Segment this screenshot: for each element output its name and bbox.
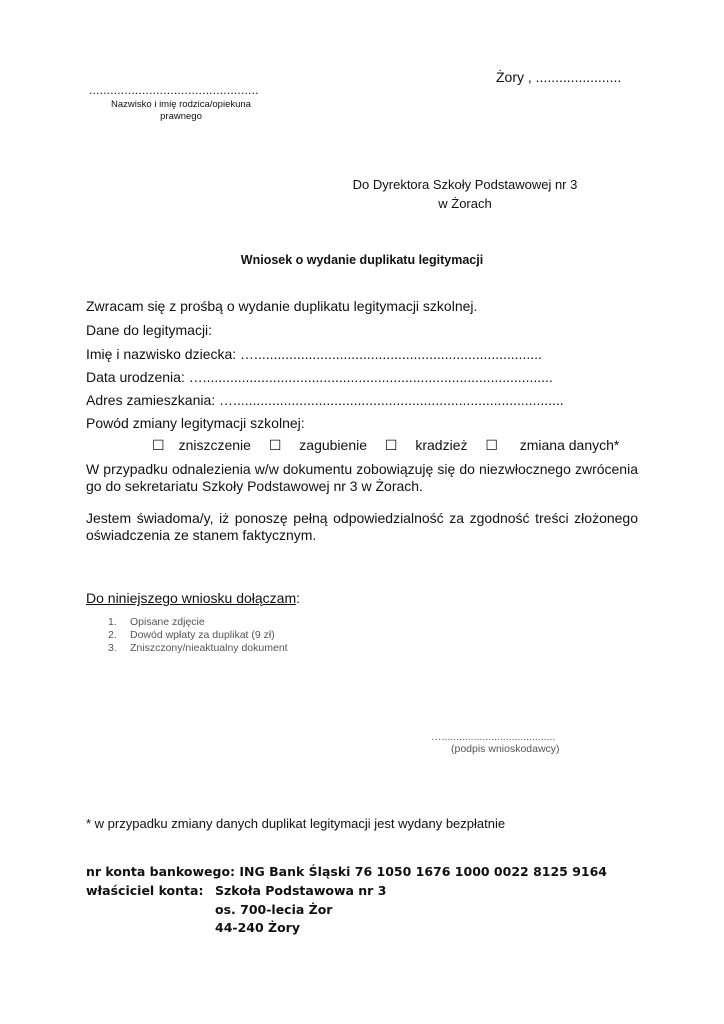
data-heading: Dane do legitymacji: [86,322,213,338]
reason-option-theft[interactable]: ☐ kradzież [384,437,468,453]
found-notice-paragraph: W przypadku odnalezienia w/w dokumentu zobowiązuję się do niezwłocznego zwrócenia go do sekretariatu Szkoły Podstawowej nr 3 w Żorach. [86,461,638,494]
attachments-heading: Do niniejszego wniosku dołączam: [86,590,300,606]
signature-caption: (podpis wnioskodawcy) [451,743,560,755]
reason-option-data-change[interactable]: ☐ zmiana danych* [485,437,620,453]
birth-date-field: Data urodzenia: ….......................................................................................... [86,369,553,385]
account-owner-street: os. 700-lecia Żor [215,902,333,917]
account-owner-label: właściciel konta: [86,883,204,898]
declaration-paragraph: Jestem świadoma/y, iż ponoszę pełną odpowiedzialność za zgodność treści złożonego oświadczenia ze stanem faktycznym. [86,510,638,543]
bank-account-line: nr konta bankowego: ING Bank Śląski 76 1050 1676 1000 0022 8125 9164 [86,864,608,879]
reason-option-lost[interactable]: ☐ zagubienie [268,437,368,453]
child-name-field: Imię i nazwisko dziecka: ….......................................................................... [86,346,542,362]
checkbox-icon: ☐ [152,437,165,453]
address-field: Adres zamieszkania: …..................................................................................... [86,392,564,408]
addressee [300,175,630,213]
list-item: 2. Dowód wpłaty za duplikat (9 zł) [108,629,275,641]
addressee-line-1: Do Dyrektora Szkoły Podstawowej nr 3 [352,177,578,192]
place-date-field: Żory , ...................... [496,69,622,85]
request-sentence: Zwracam się z prośbą o wydanie duplikatu legitymacji szkolnej. [86,298,478,314]
list-item: 3. Zniszczony/nieaktualny dokument [108,642,288,654]
signature-blank: …....................................... [431,731,556,743]
document-title: Wniosek o wydanie duplikatu legitymacji [240,253,484,267]
list-item: 1. Opisane zdjęcie [108,616,205,628]
attachments-list [108,616,288,655]
checkbox-icon: ☐ [485,437,498,453]
reason-option-destroyed[interactable]: ☐ zniszczenie [152,437,251,453]
account-owner-city: 44-240 Żory [215,920,300,935]
account-owner-name: Szkoła Podstawowa nr 3 [215,883,387,898]
parent-name-caption: Nazwisko i imię rodzica/opiekuna prawnego [111,99,251,122]
reason-heading: Powód zmiany legitymacji szkolnej: [86,415,305,431]
reason-options [152,437,633,454]
footnote: * w przypadku zmiany danych duplikat legitymacji jest wydany bezpłatnie [86,816,506,831]
checkbox-icon: ☐ [268,437,282,453]
checkbox-icon: ☐ [384,437,398,453]
addressee-line-2: w Żorach [438,196,492,211]
parent-name-blank: ................................................ [89,83,259,97]
